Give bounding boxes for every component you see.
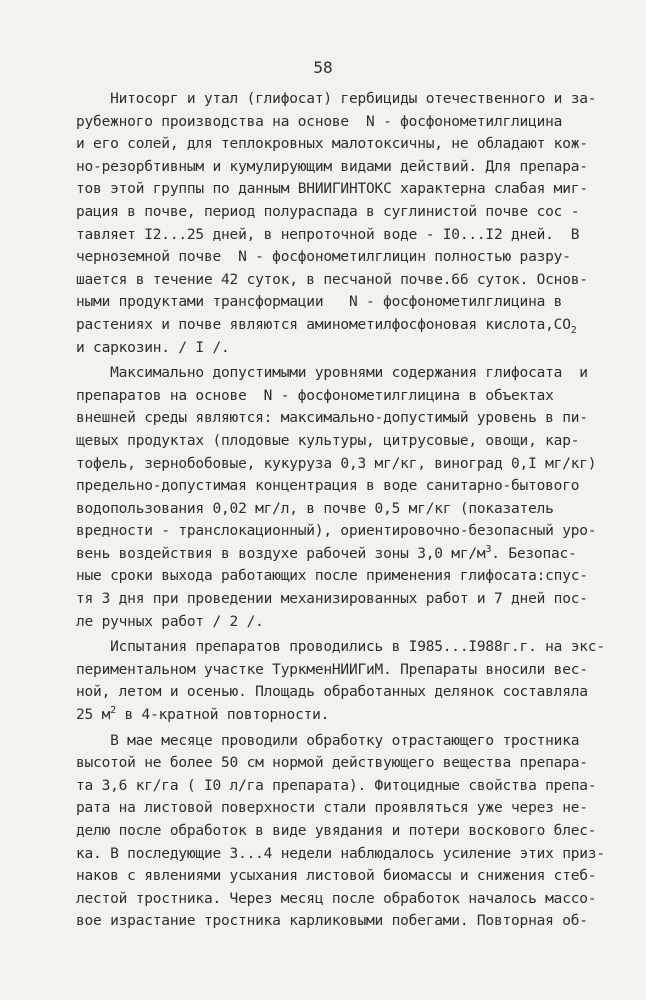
paragraph-3 xyxy=(76,636,616,726)
text-line: ными продуктами трансформации N - фосфонометилглицина в xyxy=(76,294,563,311)
page-number: 58 xyxy=(313,58,333,77)
paragraph-4 xyxy=(76,730,616,933)
text-line: ной, летом и осенью. Площадь обработанных делянок составляла xyxy=(76,684,588,701)
text-line: ка. В последующие 3...4 недели наблюдалось усиление этих приз- xyxy=(76,845,605,862)
line-text: вень воздействия в воздухе рабочей зоны 3,0 мг/м xyxy=(76,545,486,562)
text-line: делю после обработок в виде увядания и потери воскового блес- xyxy=(76,823,597,839)
text-line: тов этой группы по данным ВНИИГИНТОКС характерна слабая миг- xyxy=(76,181,588,198)
line-text: растениях и почве являются аминометилфосфоновая кислота,CO xyxy=(76,316,571,333)
text-line: шается в течение 42 суток, в песчаной почве.66 суток. Основ- xyxy=(76,271,588,288)
text-line: рубежного производства на основе N - фосфонометилглицина xyxy=(76,113,563,130)
text-line: тофель, зернобобовые, кукуруза 0,3 мг/кг, виноград 0,I мг/кг) xyxy=(76,455,597,472)
text-line: Нитосорг и утал (глифосат) гербициды отечественного и за- xyxy=(76,91,597,107)
text-line: водопользования 0,02 мг/л, в почве 0,5 мг/кг (показатель xyxy=(76,500,554,517)
text-line-co2 xyxy=(76,314,616,337)
text-line: лестой тростника. Через месяц после обработок началось массо- xyxy=(76,890,597,907)
text-line: рация в почве, период полураспада в суглинистой почве сос - xyxy=(76,203,580,220)
text-line: периментальном участке ТуркменНИИГиМ. Препараты вносили вес- xyxy=(76,661,588,678)
text-line: Испытания препаратов проводились в I985...I988г.г. на экс- xyxy=(76,639,605,656)
line-text-tail: в 4-кратной повторности. xyxy=(115,707,330,724)
paragraph-1 xyxy=(76,88,616,359)
text-line: наков с явлениями усыхания листовой биомассы и снижения стеб- xyxy=(76,868,597,885)
text-line: Максимально допустимыми уровнями содержания глифосата и xyxy=(76,365,588,382)
text-line: высотой не более 50 см нормой действующего вещества препара- xyxy=(76,755,588,772)
text-line: тя 3 дня при проведении механизированных работ и 7 дней пос- xyxy=(76,591,588,608)
line-text: 25 м xyxy=(76,707,111,724)
text-line: но-резорбтивным и кумулирующим видами действий. Для препара- xyxy=(76,158,588,175)
line-text-tail: . Безопас- xyxy=(491,545,577,562)
paragraph-2 xyxy=(76,362,616,633)
text-line: черноземной почве N - фосфонометилглицин полностью разру- xyxy=(76,249,571,266)
text-line: щевых продуктах (плодовые культуры, цитрусовые, овощи, кар- xyxy=(76,432,580,449)
m2-superscript: 2 xyxy=(110,705,116,717)
text-line: ные сроки выхода работающих после применения глифосата:спус- xyxy=(76,568,588,585)
text-line: вредности - транслокационный), ориентировочно-безопасный уро- xyxy=(76,523,597,540)
co2-subscript: 2 xyxy=(570,324,577,336)
text-line: ле ручных работ / 2 /. xyxy=(76,613,264,630)
text-line: рата на листовой поверхности стали проявляться уже через не- xyxy=(76,800,588,817)
text-line: внешней среды являются: максимально-допустимый уровень в пи- xyxy=(76,410,588,427)
text-line: предельно-допустимая концентрация в воде санитарно-бытового xyxy=(76,478,580,495)
text-line: В мае месяце проводили обработку отрастающего тростника xyxy=(76,732,580,749)
text-line: вое израстание тростника карликовыми побегами. Повторная об- xyxy=(76,913,588,930)
text-line-m3 xyxy=(76,543,616,566)
text-line: и его солей, для теплокровных малотоксичны, не обладают кож- xyxy=(76,136,588,153)
text-line: тавляет I2...25 дней, в непроточной воде - I0...I2 дней. В xyxy=(76,226,580,243)
text-line-m2 xyxy=(76,704,616,727)
text-line: и саркозин. / I /. xyxy=(76,339,230,356)
body-text xyxy=(76,88,616,933)
text-line: та 3,6 кг/га ( I0 л/га препарата). Фитоцидные свойства препа- xyxy=(76,777,597,794)
text-line: препаратов на основе N - фосфонометилглицина в объектах xyxy=(76,387,554,404)
m3-superscript: 3 xyxy=(485,543,492,555)
